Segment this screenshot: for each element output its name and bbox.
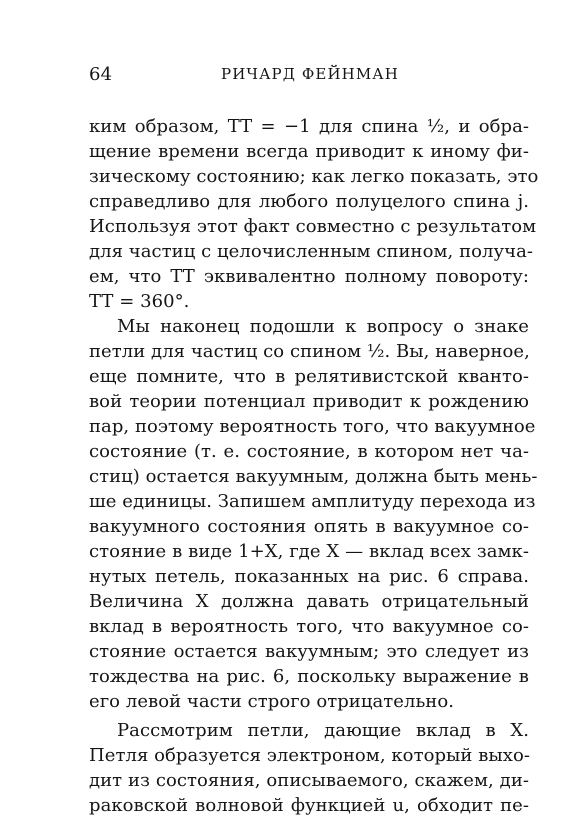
text-line: зическому состоянию; как легко показать, это <box>89 166 539 187</box>
text-line: стиц) остается вакуумным, должна быть мень- <box>89 466 538 487</box>
text-line: петли для частиц со спином ½. Вы, наверное, <box>89 341 530 362</box>
text-line: нутых петель, показанных на рис. 6 справа. <box>89 566 529 587</box>
page-number: 64 <box>89 64 113 85</box>
text-line: Используя этот факт совместно с результатом <box>89 216 537 237</box>
text-line: тождества на рис. 6, поскольку выражение в <box>89 666 529 687</box>
text-line: для частиц с целочисленным спином, получа- <box>89 241 533 262</box>
running-head: РИЧАРД ФЕЙНМАН <box>221 65 399 83</box>
text-line: его левой части строго отрицательно. <box>89 691 455 712</box>
text-line: Величина X должна давать отрицательный <box>89 591 529 612</box>
text-line: вклад в вероятность того, что вакуумное со- <box>89 616 529 637</box>
text-line: ем, что TT эквивалентно полному повороту: <box>89 266 529 287</box>
text-line: вой теории потенциал приводит к рождению <box>89 391 529 412</box>
text-line: еще помните, что в релятивистской кванто- <box>89 366 529 387</box>
text-line: TT = 360°. <box>89 291 190 312</box>
paragraph-3 <box>89 718 529 818</box>
text-line: стояние в виде 1+X, где X — вклад всех замк- <box>89 541 529 562</box>
text-line: ким образом, TT = −1 для спина ½, и обра- <box>89 116 529 137</box>
text-line: пар, поэтому вероятность того, что вакуумное <box>89 416 536 437</box>
text-line: Рассмотрим петли, дающие вклад в X. <box>117 720 529 741</box>
text-line: стояние остается вакуумным; это следует из <box>89 641 529 662</box>
body-text <box>89 114 539 818</box>
text-line: вакуумного состояния опять в вакуумное со- <box>89 516 529 537</box>
text-line: Мы наконец подошли к вопросу о знаке <box>117 316 529 337</box>
paragraph-1 <box>89 114 539 314</box>
text-line: дит из состояния, описываемого, скажем, ди- <box>89 770 529 791</box>
text-line: щение времени всегда приводит к иному фи- <box>89 141 529 162</box>
text-line: Петля образуется электроном, который выхо- <box>89 745 531 766</box>
page-header <box>89 64 527 90</box>
text-line: ше единицы. Запишем амплитуду перехода из <box>89 491 536 512</box>
paragraph-2 <box>89 314 538 714</box>
text-line: раковской волновой функцией u, обходит пе- <box>89 795 529 816</box>
text-line: состояние (т. е. состояние, в котором нет ча- <box>89 441 529 462</box>
text-line: справедливо для любого полуцелого спина j. <box>89 191 529 212</box>
